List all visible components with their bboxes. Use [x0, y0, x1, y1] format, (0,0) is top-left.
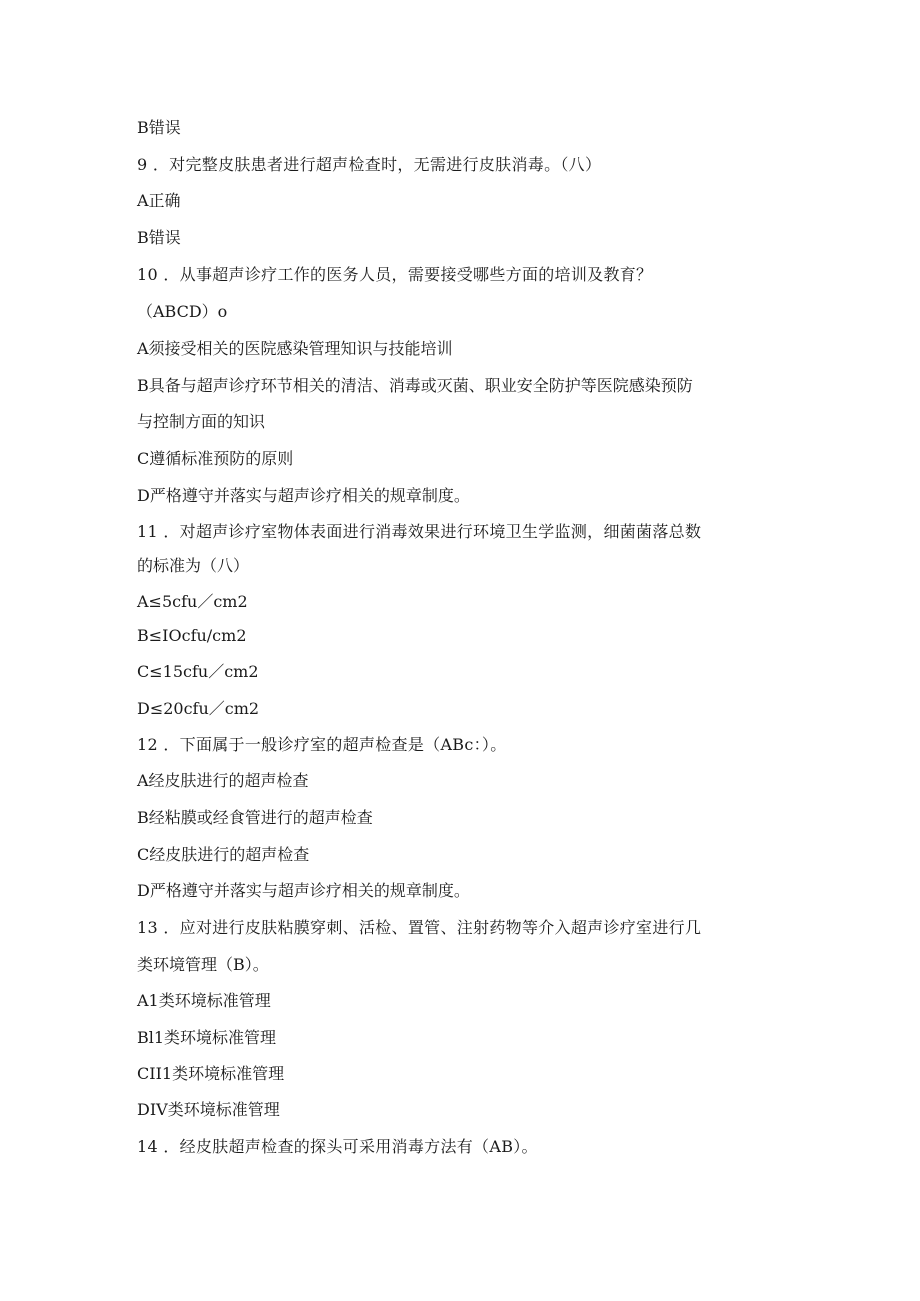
question-continuation-line: 类环境管理（B）。	[137, 955, 269, 974]
question-line: 9 ．对完整皮肤患者进行超声检查时，无需进行皮肤消毒。（八）	[137, 155, 602, 174]
option-line: C经皮肤进行的超声检查	[137, 845, 310, 864]
option-line: A须接受相关的医院感染管理知识与技能培训	[137, 339, 453, 358]
question-line: 14 ．经皮肤超声检查的探头可采用消毒方法有（AB）。	[137, 1137, 538, 1156]
option-line: B≤IOcfu/cm2	[137, 626, 247, 645]
option-line: CII1类环境标准管理	[137, 1064, 285, 1083]
option-line: D严格遵守并落实与超声诊疗相关的规章制度。	[137, 486, 470, 505]
question-line: 13 ．应对进行皮肤粘膜穿刺、活检、置管、注射药物等介入超声诊疗室进行几	[137, 918, 702, 937]
option-line: B具备与超声诊疗环节相关的清洁、消毒或灭菌、职业安全防护等医院感染预防	[137, 376, 693, 395]
option-line: D严格遵守并落实与超声诊疗相关的规章制度。	[137, 881, 470, 900]
option-continuation-line: 与控制方面的知识	[137, 412, 266, 431]
option-line: DIV类环境标准管理	[137, 1100, 280, 1119]
option-line: A经皮肤进行的超声检查	[137, 771, 309, 790]
answer-line: （ABCD）o	[137, 302, 228, 321]
option-line: Bl1类环境标准管理	[137, 1028, 277, 1047]
option-line: A≤5cfu／cm2	[137, 592, 248, 611]
option-line: B经粘膜或经食管进行的超声检查	[137, 808, 373, 827]
question-line: 12 ．下面属于一般诊疗室的超声检查是（ABc：）。	[137, 735, 507, 754]
option-line: D≤20cfu／cm2	[137, 699, 260, 718]
option-line: A1类环境标准管理	[137, 991, 271, 1010]
option-line: B错误	[137, 118, 181, 137]
option-line: B错误	[137, 228, 181, 247]
question-continuation-line: 的标准为（八）	[137, 556, 250, 575]
question-line: 11 ．对超声诊疗室物体表面进行消毒效果进行环境卫生学监测，细菌菌落总数	[137, 522, 702, 541]
question-line: 10 ．从事超声诊疗工作的医务人员，需要接受哪些方面的培训及教育？	[137, 265, 653, 284]
option-line: C≤15cfu／cm2	[137, 662, 259, 681]
option-line: A正确	[137, 191, 181, 210]
option-line: C遵循标准预防的原则	[137, 449, 294, 468]
